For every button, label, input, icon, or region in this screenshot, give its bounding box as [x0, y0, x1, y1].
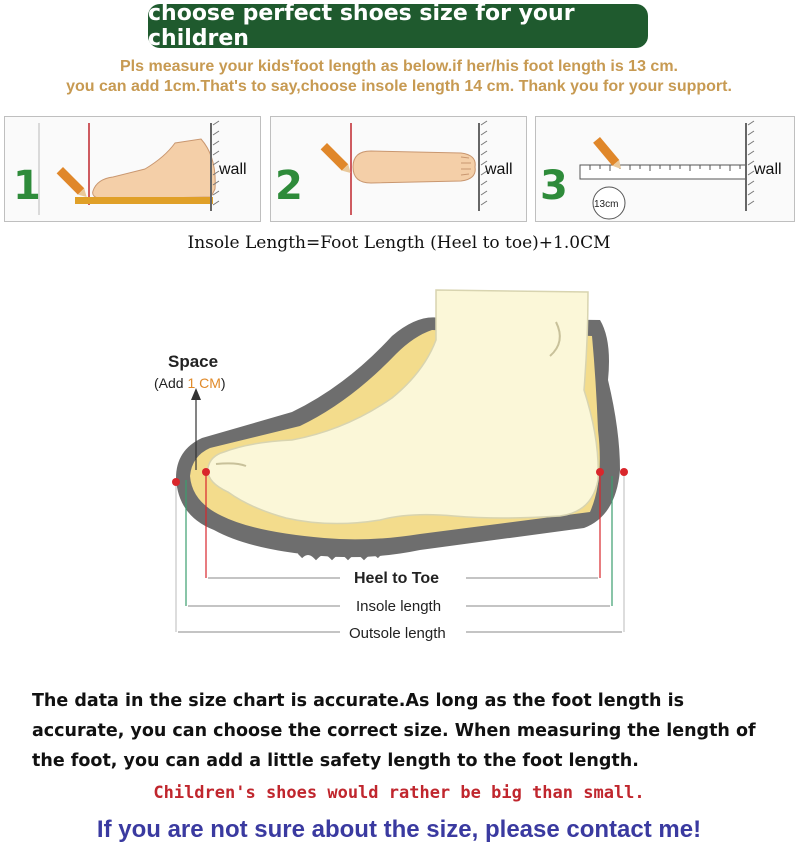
step-3-wall-label: wall — [754, 161, 782, 178]
outsole-length-label: Outsole length — [349, 625, 446, 642]
pencil-icon — [57, 167, 90, 200]
step-2-number: 2 — [275, 163, 303, 209]
step-2-wall-label: wall — [485, 161, 513, 178]
step-3-number: 3 — [540, 163, 568, 209]
title-banner — [148, 1, 648, 51]
step-3-panel — [535, 116, 795, 222]
step-2-panel — [270, 116, 527, 222]
add-prefix: (Add — [154, 375, 188, 391]
insole-formula: Insole Length=Foot Length (Heel to toe)+1.0CM — [187, 233, 611, 253]
step-1-number: 1 — [13, 163, 41, 209]
step-1-wall-label: wall — [219, 161, 247, 178]
step-1-panel — [4, 116, 261, 222]
add-space-label — [154, 375, 226, 391]
size-chart-paragraph: The data in the size chart is accurate.As long as the foot length is accurate, you can choose the correct size. When measuring the length of the foot, you can add a little safety length to the foot length. — [32, 691, 756, 771]
marker-outsole-right — [620, 468, 628, 476]
space-label: Space — [168, 352, 219, 371]
marker-toe — [202, 468, 210, 476]
contact-message: If you are not sure about the size, please contact me! — [96, 816, 702, 843]
ruler-reading: 13cm — [594, 199, 619, 210]
instruction-line-2: you can add 1cm.That's to say,choose insole length 14 cm. Thank you for your support. — [66, 78, 732, 95]
marker-outsole-left — [172, 478, 180, 486]
marker-heel — [596, 468, 604, 476]
heel-to-toe-label: Heel to Toe — [354, 570, 440, 587]
insole-length-label: Insole length — [356, 598, 442, 615]
foot-shape — [208, 290, 598, 524]
title-text: choose perfect shoes size for your children — [148, 1, 575, 51]
instruction-line-1: Pls measure your kids'foot length as below.if her/his foot length is 13 cm. — [120, 58, 678, 75]
add-suffix: ) — [220, 375, 226, 391]
pencil-icon — [321, 143, 354, 176]
size-advice-note: Children's shoes would rather be big than small. — [153, 783, 645, 803]
add-value: 1 CM — [187, 375, 221, 391]
